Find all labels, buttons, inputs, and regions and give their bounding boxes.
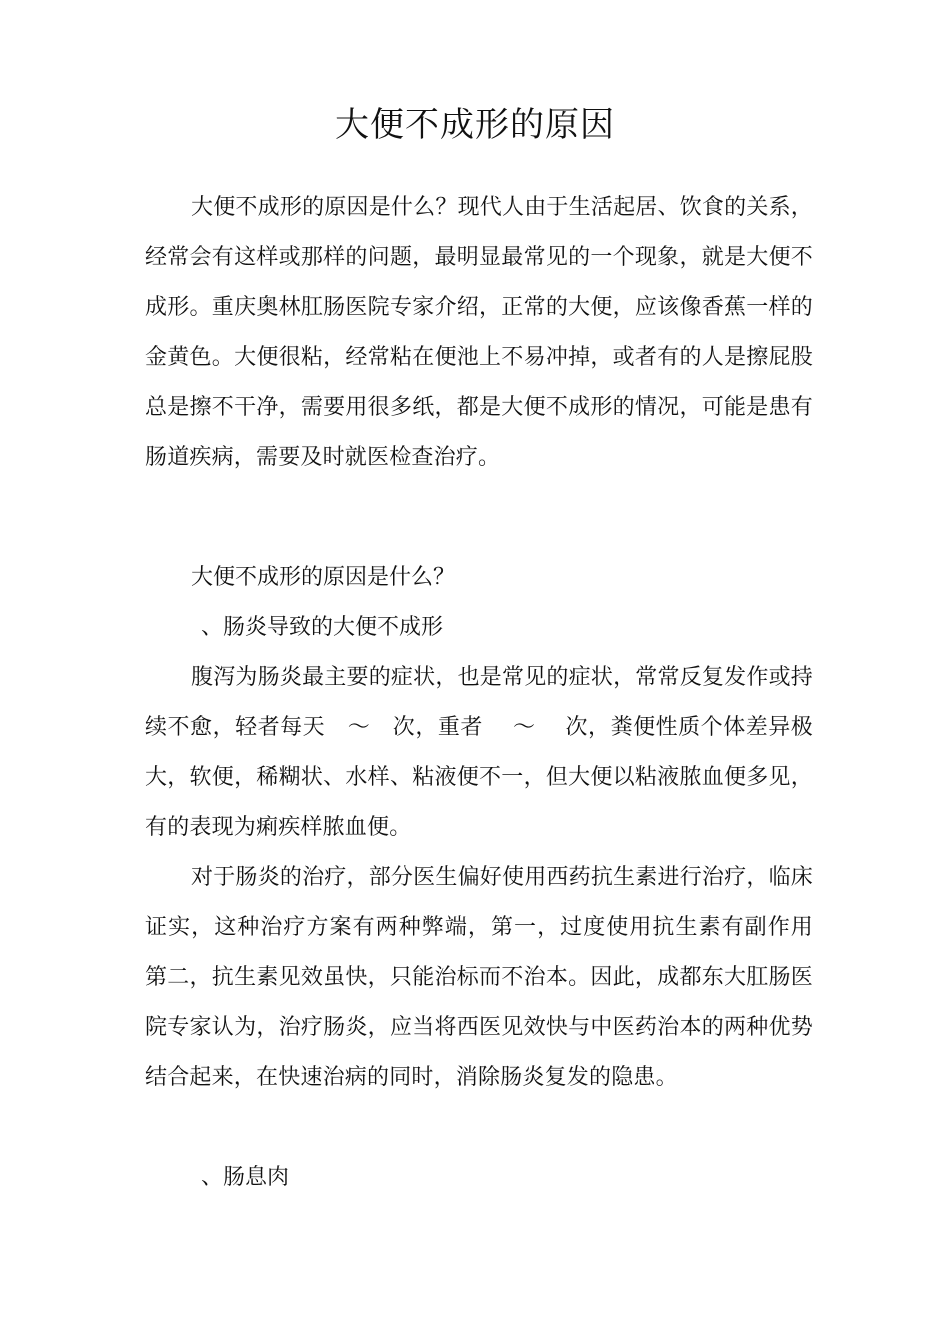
document-title: 大便不成形的原因 (335, 105, 615, 145)
intro-paragraph: 大便不成形的原因是什么？现代人由于生活起居、饮食的关系，经常会有这样或那样的问题，最明显最常见的一个现象，就是大便不成形。重庆奥林肛肠医院专家介绍，正常的大便，应该像香蕉一样的金黄色。大便很粘，经常粘在便池上不易冲掉，或者有的人是擦屁股总是擦不干净，需要用很多纸，都是大便不成形的情况，可能是患有肠道疾病，需要及时就医检查治疗。 (145, 195, 813, 470)
question-line: 大便不成形的原因是什么？ (191, 565, 456, 590)
enteritis-symptoms-paragraph: 腹泻为肠炎最主要的症状，也是常见的症状，常常反复发作或持续不愈，轻者每天 ～ 次，重者 ～ 次，粪便性质个体差异极大，软便，稀糊状、水样、粘液便不一，但大便以粘液脓血便多见，有的表现为痢疾样脓血便。 (145, 665, 813, 840)
section-heading-enteritis: 、肠炎导致的大便不成形 (201, 615, 444, 640)
section-heading-polyp: 、肠息肉 (201, 1165, 290, 1190)
enteritis-treatment-paragraph: 对于肠炎的治疗，部分医生偏好使用西药抗生素进行治疗，临床证实，这种治疗方案有两种弊端，第一，过度使用抗生素有副作用 第二，抗生素见效虽快，只能治标而不治本。因此，成都东大肛肠医院专家认为，治疗肠炎，应当将西医见效快与中医药治本的两种优势结合起来，在快速治病的同时，消除肠炎复发的隐患。 (145, 865, 813, 1090)
